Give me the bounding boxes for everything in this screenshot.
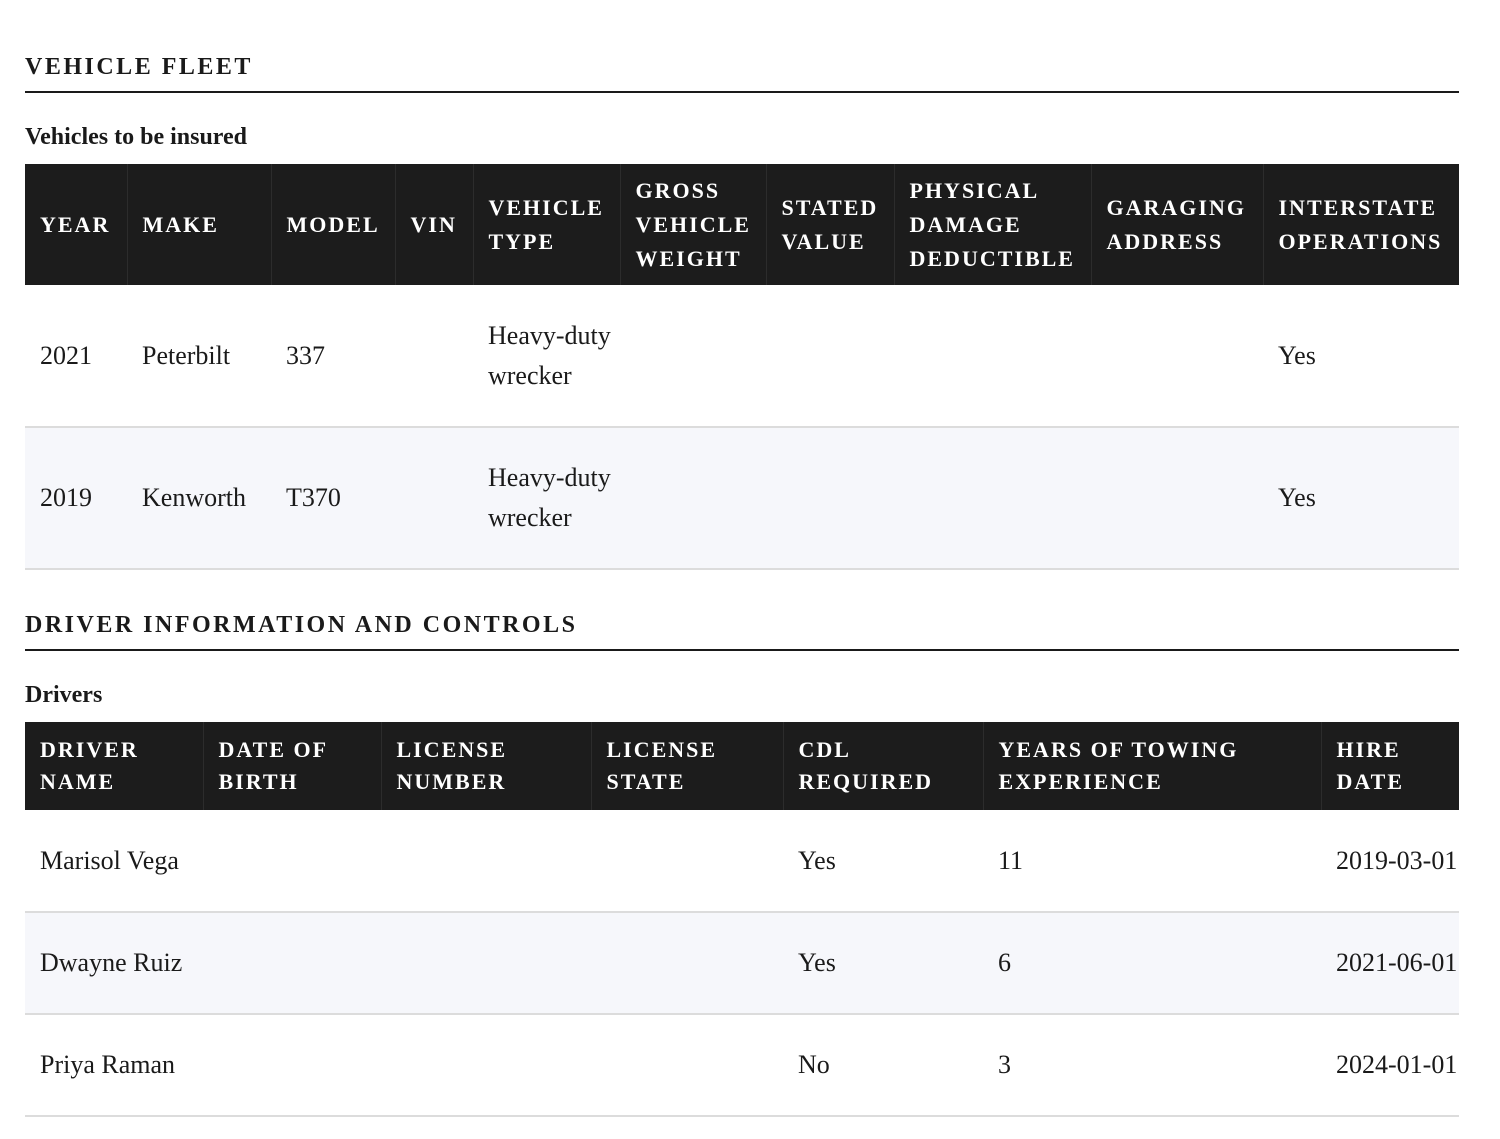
cell-interstate-operations: Yes [1263, 285, 1459, 427]
cell-cdl-required: Yes [783, 912, 983, 1014]
drivers-table [25, 722, 1459, 1117]
column-header-gross-vehicle-weight: GROSS VEHICLE WEIGHT [620, 164, 766, 285]
cell-years-of-towing-experience: 3 [983, 1014, 1321, 1116]
cell-physical-damage-deductible [894, 285, 1091, 427]
cell-stated-value [766, 285, 894, 427]
column-header-date-of-birth: DATE OF BIRTH [203, 722, 381, 810]
drivers-header-row [25, 722, 1459, 810]
cell-license-state [591, 1014, 783, 1116]
column-header-driver-name: DRIVER NAME [25, 722, 203, 810]
cell-vin [395, 285, 473, 427]
cell-years-of-towing-experience: 6 [983, 912, 1321, 1014]
column-header-years-of-towing-experience: YEARS OF TOWING EXPERIENCE [983, 722, 1321, 810]
column-header-year: YEAR [25, 164, 127, 285]
table-row [25, 1014, 1459, 1116]
cell-date-of-birth [203, 810, 381, 912]
column-header-interstate-operations: INTERSTATE OPERATIONS [1278, 194, 1443, 254]
cell-make: Kenworth [127, 427, 271, 569]
table-row [25, 285, 1459, 427]
cell-garaging-address [1091, 427, 1263, 569]
cell-interstate-operations: Yes [1263, 427, 1459, 569]
vehicles-table [25, 164, 1459, 570]
cell-make: Peterbilt [127, 285, 271, 427]
column-header-physical-damage-deductible: PHYSICAL DAMAGE DEDUCTIBLE [894, 164, 1091, 285]
cell-driver-name: Marisol Vega [25, 810, 203, 912]
section-heading-vehicle-fleet: VEHICLE FLEET [25, 54, 1459, 93]
cell-vehicle-type: Heavy-duty wrecker [473, 427, 620, 569]
cell-vin [395, 427, 473, 569]
column-header-license-number: LICENSE NUMBER [381, 722, 591, 810]
cell-stated-value [766, 427, 894, 569]
vehicles-header-row [25, 164, 1459, 285]
cell-gross-vehicle-weight [620, 427, 766, 569]
cell-license-number [381, 1014, 591, 1116]
column-header-model: MODEL [271, 164, 395, 285]
cell-model: 337 [271, 285, 395, 427]
column-header-garaging-address: GARAGING ADDRESS [1091, 164, 1263, 285]
cell-cdl-required: No [783, 1014, 983, 1116]
table-row [25, 912, 1459, 1014]
cell-hire-date: 2021-06-01 [1321, 912, 1459, 1014]
cell-license-state [591, 810, 783, 912]
cell-license-state [591, 912, 783, 1014]
cell-garaging-address [1091, 285, 1263, 427]
cell-hire-date: 2024-01-01 [1321, 1014, 1459, 1116]
cell-date-of-birth [203, 1014, 381, 1116]
column-header-make: MAKE [127, 164, 271, 285]
cell-driver-name: Dwayne Ruiz [25, 912, 203, 1014]
cell-hire-date: 2019-03-01 [1321, 810, 1459, 912]
column-header-license-state: LICENSE STATE [591, 722, 783, 810]
cell-physical-damage-deductible [894, 427, 1091, 569]
section-heading-driver-information: DRIVER INFORMATION AND CONTROLS [25, 612, 1459, 651]
cell-license-number [381, 810, 591, 912]
cell-year: 2019 [25, 427, 127, 569]
table-row [25, 810, 1459, 912]
column-header-cdl-required: CDL REQUIRED [783, 722, 983, 810]
column-header-vin: VIN [395, 164, 473, 285]
cell-model: T370 [271, 427, 395, 569]
cell-driver-name: Priya Raman [25, 1014, 203, 1116]
cell-cdl-required: Yes [783, 810, 983, 912]
column-header-vehicle-type: VEHICLE TYPE [473, 164, 620, 285]
column-header-stated-value: STATED VALUE [766, 164, 894, 285]
vehicles-table-caption: Vehicles to be insured [25, 124, 248, 150]
cell-license-number [381, 912, 591, 1014]
cell-gross-vehicle-weight [620, 285, 766, 427]
cell-date-of-birth [203, 912, 381, 1014]
cell-year: 2021 [25, 285, 127, 427]
cell-years-of-towing-experience: 11 [983, 810, 1321, 912]
cell-vehicle-type: Heavy-duty wrecker [473, 285, 620, 427]
table-row [25, 427, 1459, 569]
document-page [25, 0, 1459, 1117]
column-header-hire-date: HIRE DATE [1336, 737, 1404, 794]
drivers-table-caption: Drivers [25, 682, 103, 708]
